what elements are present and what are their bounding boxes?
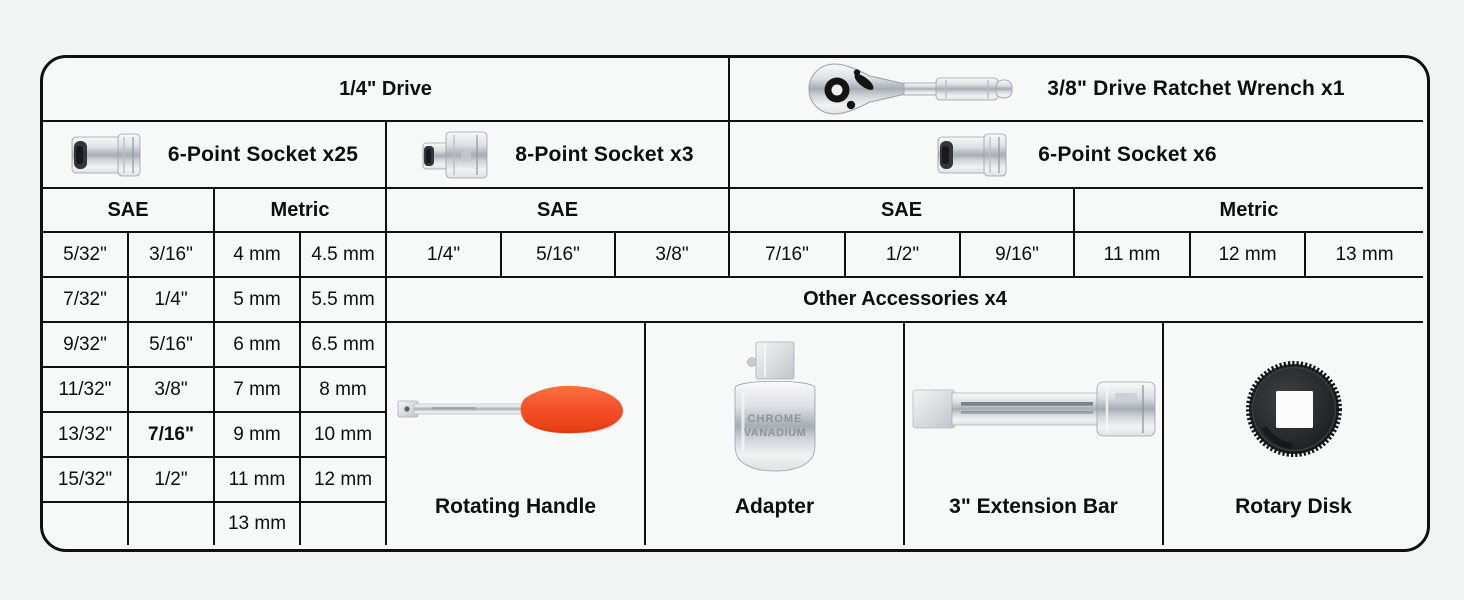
size-value: 13 mm (227, 513, 287, 534)
size-value: 6.5 mm (311, 333, 375, 355)
metric-header-label: Metric (270, 198, 330, 221)
size-value: 13 mm (1335, 243, 1394, 265)
size-value: 11 mm (1103, 243, 1161, 265)
size-cell (43, 278, 129, 323)
size-value: 6 mm (233, 333, 281, 355)
metric-header-label: Metric (1219, 198, 1279, 221)
size-cell (129, 278, 215, 323)
sae-header-label: SAE (880, 198, 923, 221)
size-value: 1/4" (154, 288, 188, 310)
size-cell (215, 458, 301, 503)
size-cell (129, 368, 215, 413)
socket-6pt-6-cell (730, 122, 1423, 189)
adapter-engraving: CHROME (747, 413, 802, 425)
size-value: 7/16" (765, 243, 809, 265)
size-cell (215, 413, 301, 458)
accessory-label: Rotating Handle (435, 495, 596, 518)
size-value: 13/32" (57, 423, 113, 445)
size-value: 12 mm (1218, 243, 1277, 265)
size-cell (129, 503, 215, 545)
ratchet-wrench-cell (730, 58, 1423, 122)
size-value: 5/16" (149, 333, 193, 355)
size-value: 15/32" (57, 468, 113, 490)
extension-bar-icon (911, 365, 1157, 453)
socket-label: 6-Point Socket x25 (167, 142, 359, 166)
size-value: 9/16" (995, 243, 1039, 265)
size-cell (846, 233, 961, 278)
socket-6pt-icon (70, 131, 142, 179)
size-cell (387, 233, 502, 278)
quarter-drive-header (43, 58, 730, 122)
rotating-handle-icon (396, 371, 636, 447)
size-value: 1/2" (154, 468, 188, 490)
metric-header-left (215, 189, 387, 233)
size-value: 5.5 mm (311, 288, 375, 310)
size-value: 7 mm (233, 378, 281, 400)
size-cell (215, 278, 301, 323)
size-cell (1306, 233, 1423, 278)
accessory-image (646, 323, 903, 495)
size-value: 8 mm (319, 378, 367, 400)
size-value: 5 mm (233, 288, 281, 310)
socket-label: 8-Point Socket x3 (515, 142, 694, 166)
sae-header-label: SAE (107, 198, 149, 221)
size-cell (129, 413, 215, 458)
size-cell (43, 413, 129, 458)
metric-header-right (1075, 189, 1423, 233)
size-cell (616, 233, 730, 278)
size-value: 10 mm (313, 423, 373, 445)
size-cell (215, 503, 301, 545)
size-value: 7/32" (63, 288, 107, 310)
size-value: 5/16" (536, 243, 580, 265)
socket-8pt-3-cell (387, 122, 730, 189)
accessory-image (905, 323, 1162, 495)
rotary-disk-icon (1242, 357, 1346, 461)
size-value: 3/16" (149, 243, 193, 265)
size-cell (301, 278, 387, 323)
size-cell (43, 503, 129, 545)
size-value: 4 mm (233, 243, 281, 265)
socket-6pt-icon (936, 131, 1008, 179)
size-value: 1/2" (885, 243, 920, 265)
size-cell (301, 323, 387, 368)
size-cell (43, 233, 129, 278)
other-accessories-header (387, 278, 1423, 323)
accessory-image (387, 323, 644, 495)
sae-header-middle (387, 189, 730, 233)
adapter-engraving: VANADIUM (743, 427, 806, 439)
size-cell (301, 233, 387, 278)
size-value: 12 mm (313, 468, 373, 490)
size-value: 9 mm (233, 423, 281, 445)
socket-6pt-25-cell (43, 122, 387, 189)
size-value: 3/8" (655, 243, 689, 265)
size-cell (502, 233, 616, 278)
socket-label: 6-Point Socket x6 (1038, 142, 1217, 166)
accessory-image (1164, 323, 1423, 495)
size-cell (43, 458, 129, 503)
size-cell (730, 233, 846, 278)
accessory-label: Rotary Disk (1235, 495, 1352, 518)
size-cell (301, 368, 387, 413)
adapter-icon (725, 340, 825, 478)
accessory-extension-bar (905, 323, 1164, 545)
size-cell (1191, 233, 1306, 278)
quarter-drive-title: 1/4" Drive (339, 77, 432, 100)
size-value: 3/8" (154, 378, 188, 400)
accessory-adapter (646, 323, 905, 545)
other-accessories-title: Other Accessories x4 (803, 288, 1007, 310)
size-value: 1/4" (426, 243, 461, 265)
socket-8pt-icon (421, 128, 489, 182)
accessory-rotating-handle (387, 323, 646, 545)
size-value: 9/32" (63, 333, 107, 355)
size-cell (961, 233, 1075, 278)
size-cell (215, 368, 301, 413)
accessory-label: Adapter (734, 495, 815, 518)
ratchet-wrench-label: 3/8" Drive Ratchet Wrench x1 (1047, 77, 1345, 100)
size-cell (301, 413, 387, 458)
sae-header-right (730, 189, 1075, 233)
size-cell (129, 323, 215, 368)
accessory-rotary-disk (1164, 323, 1423, 545)
size-cell (301, 503, 387, 545)
size-cell (301, 458, 387, 503)
size-cell (1075, 233, 1191, 278)
size-cell (215, 323, 301, 368)
size-value: 11/32" (58, 378, 112, 400)
sae-header-left (43, 189, 215, 233)
size-value: 7/16" (148, 423, 194, 445)
size-cell (43, 368, 129, 413)
size-value: 4.5 mm (311, 243, 375, 265)
ratchet-wrench-icon (808, 63, 1013, 115)
sae-header-label: SAE (536, 198, 579, 221)
size-cell (129, 233, 215, 278)
size-value: 5/32" (63, 243, 107, 265)
size-cell (129, 458, 215, 503)
size-value: 11 mm (228, 468, 286, 490)
size-cell (215, 233, 301, 278)
size-cell (43, 323, 129, 368)
spec-table (40, 55, 1430, 552)
accessory-label: 3" Extension Bar (949, 495, 1118, 518)
